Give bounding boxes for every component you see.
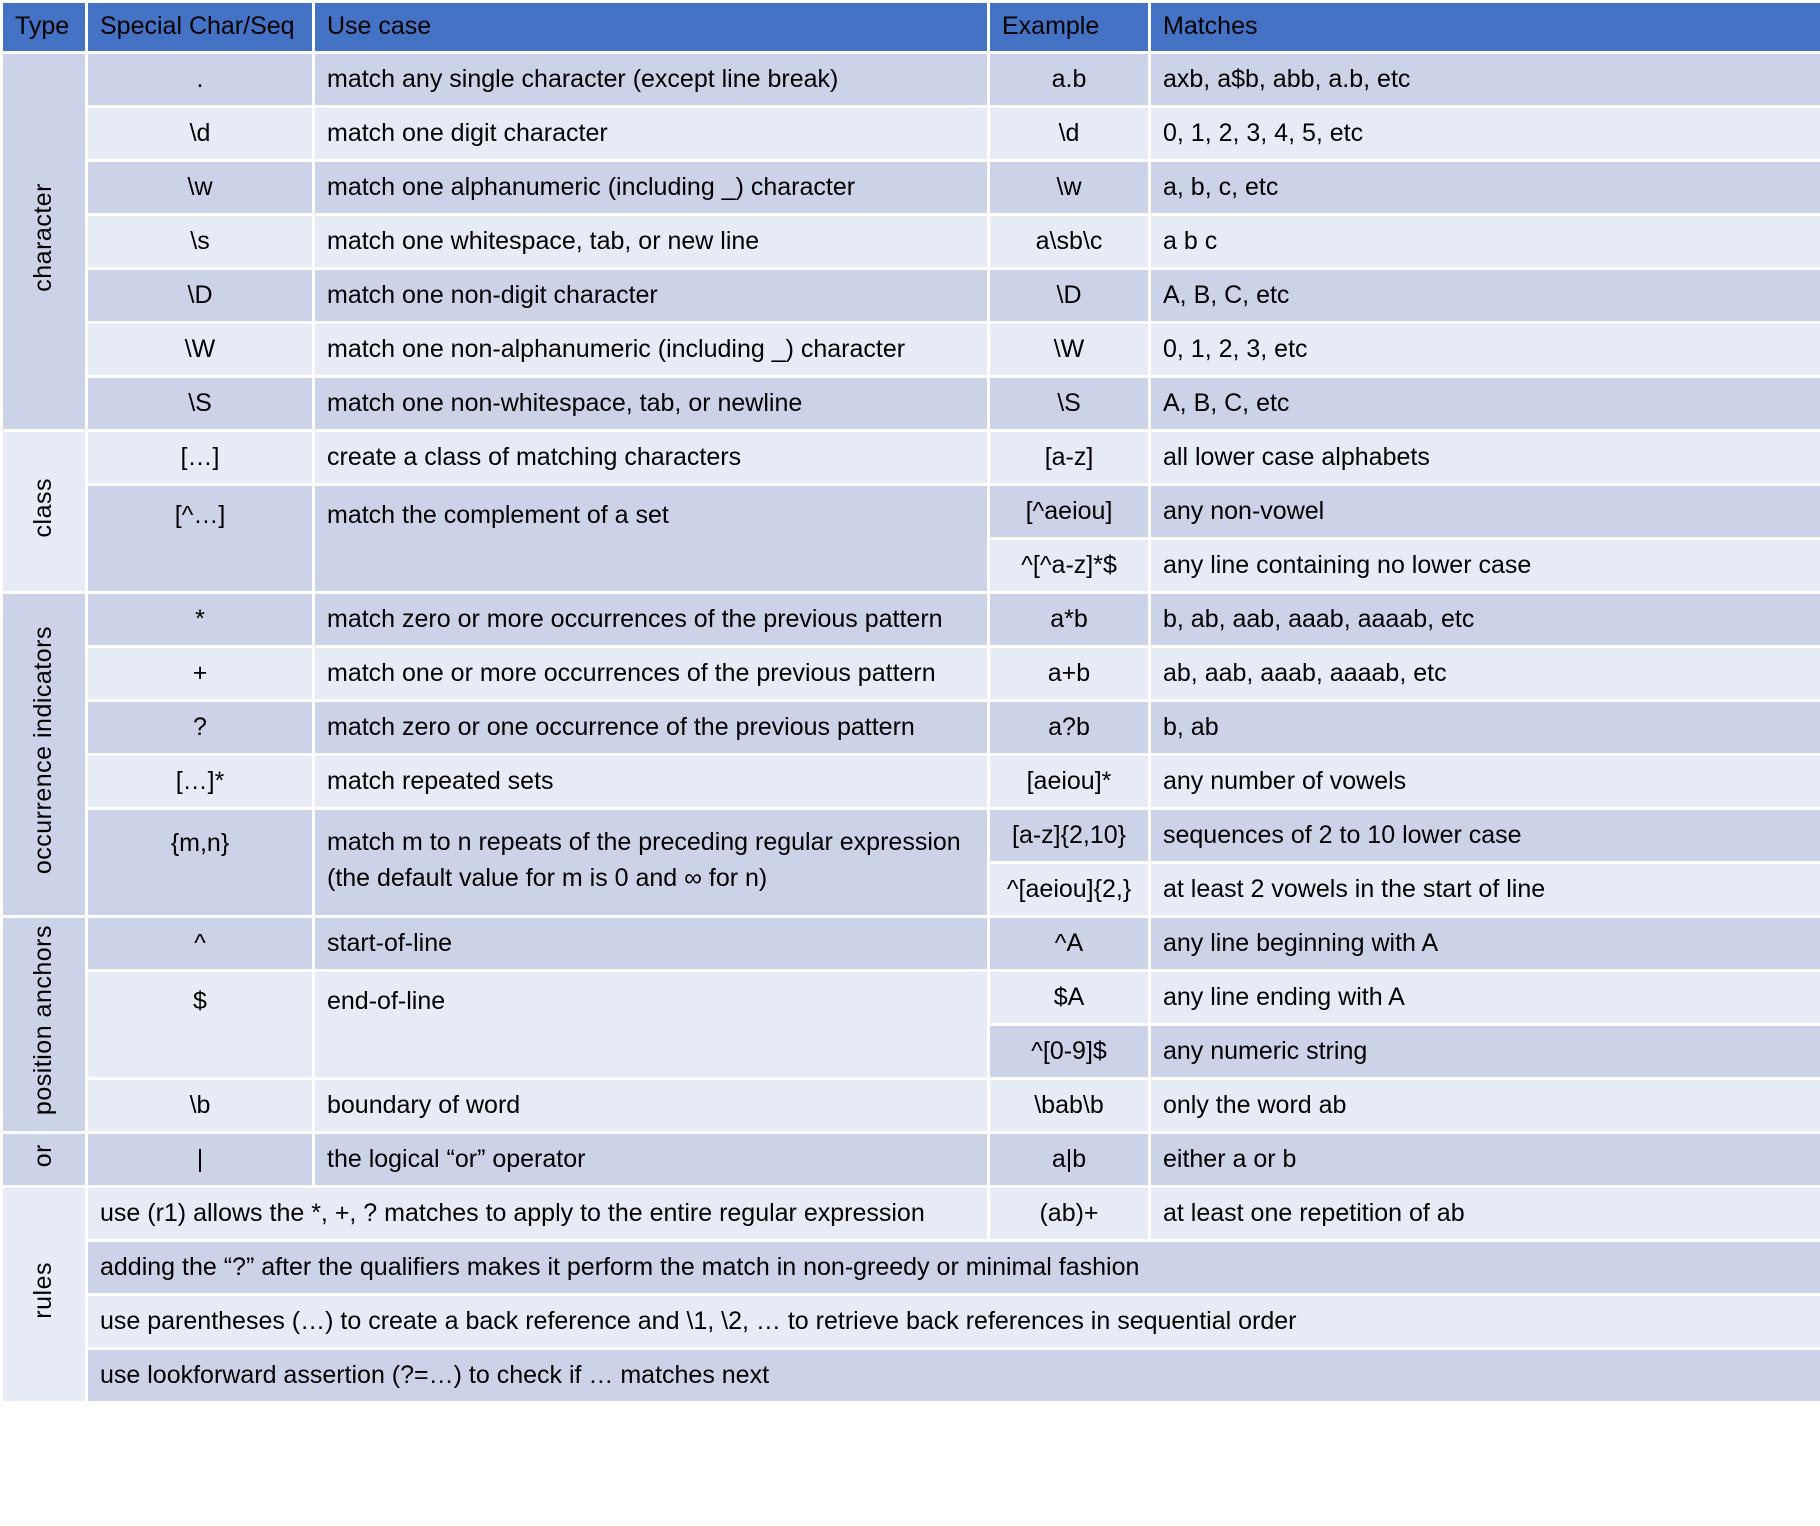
use-case: match one or more occurrences of the previous pattern	[315, 648, 987, 699]
example: \w	[990, 162, 1148, 213]
special-char: .	[88, 54, 312, 105]
matches: axb, a$b, abb, a.b, etc	[1151, 54, 1820, 105]
table-row	[3, 918, 1820, 969]
matches: only the word ab	[1151, 1080, 1820, 1131]
example: ^[aeiou]{2,}	[990, 864, 1148, 915]
table-body	[3, 54, 1820, 1401]
matches: A, B, C, etc	[1151, 270, 1820, 321]
matches: either a or b	[1151, 1134, 1820, 1185]
matches: any line beginning with A	[1151, 918, 1820, 969]
use-case: match zero or more occurrences of the previous pattern	[315, 594, 987, 645]
column-header-example: Example	[990, 3, 1148, 51]
group-type-label: position anchors	[29, 925, 58, 1116]
matches: 0, 1, 2, 3, 4, 5, etc	[1151, 108, 1820, 159]
use-case: match one non-whitespace, tab, or newline	[315, 378, 987, 429]
special-char: \S	[88, 378, 312, 429]
example: ^[0-9]$	[990, 1026, 1148, 1077]
special-char: […]*	[88, 756, 312, 807]
rule-text: adding the “?” after the qualifiers makes it perform the match in non-greedy or minimal fashion	[88, 1242, 1820, 1293]
matches: a b c	[1151, 216, 1820, 267]
matches: any number of vowels	[1151, 756, 1820, 807]
group-type-or	[3, 1134, 85, 1185]
example: \D	[990, 270, 1148, 321]
matches: a, b, c, etc	[1151, 162, 1820, 213]
column-header-matches: Matches	[1151, 3, 1820, 51]
table-row	[3, 1242, 1820, 1293]
special-char: +	[88, 648, 312, 699]
special-char: {m,n}	[88, 810, 312, 915]
special-char: |	[88, 1134, 312, 1185]
group-type-label: rules	[29, 1262, 58, 1319]
table-row	[3, 324, 1820, 375]
example: [a-z]	[990, 432, 1148, 483]
group-type-rules	[3, 1188, 85, 1401]
example: a*b	[990, 594, 1148, 645]
header-row	[3, 3, 1820, 51]
table-row	[3, 54, 1820, 105]
example: \d	[990, 108, 1148, 159]
use-case: match zero or one occurrence of the previous pattern	[315, 702, 987, 753]
example: $A	[990, 972, 1148, 1023]
rule-text: use lookforward assertion (?=…) to check if … matches next	[88, 1350, 1820, 1401]
use-case: match one digit character	[315, 108, 987, 159]
example: a+b	[990, 648, 1148, 699]
table-row	[3, 486, 1820, 537]
matches: any non-vowel	[1151, 486, 1820, 537]
use-case: match m to n repeats of the preceding regular expression (the default value for m is 0 and ∞ for n)	[315, 810, 987, 915]
matches: A, B, C, etc	[1151, 378, 1820, 429]
use-case: match repeated sets	[315, 756, 987, 807]
example: [a-z]{2,10}	[990, 810, 1148, 861]
use-case: match any single character (except line break)	[315, 54, 987, 105]
matches: b, ab	[1151, 702, 1820, 753]
table-row	[3, 270, 1820, 321]
matches: ab, aab, aaab, aaaab, etc	[1151, 648, 1820, 699]
column-header-use-case: Use case	[315, 3, 987, 51]
table-row	[3, 810, 1820, 861]
example: \W	[990, 324, 1148, 375]
special-char: […]	[88, 432, 312, 483]
table-row	[3, 216, 1820, 267]
group-type-position-anchors	[3, 918, 85, 1131]
matches: any numeric string	[1151, 1026, 1820, 1077]
example: [aeiou]*	[990, 756, 1148, 807]
table-row	[3, 1296, 1820, 1347]
example: (ab)+	[990, 1188, 1148, 1239]
table-row	[3, 108, 1820, 159]
table-row	[3, 1134, 1820, 1185]
example: a?b	[990, 702, 1148, 753]
group-type-occurrence-indicators	[3, 594, 85, 915]
table-row	[3, 648, 1820, 699]
group-type-character	[3, 54, 85, 429]
use-case: start-of-line	[315, 918, 987, 969]
special-char: $	[88, 972, 312, 1077]
example: a.b	[990, 54, 1148, 105]
table-row	[3, 594, 1820, 645]
special-char: ^	[88, 918, 312, 969]
use-case: boundary of word	[315, 1080, 987, 1131]
table-row	[3, 378, 1820, 429]
use-case: create a class of matching characters	[315, 432, 987, 483]
table-header	[3, 3, 1820, 51]
table-row	[3, 1080, 1820, 1131]
table-row	[3, 756, 1820, 807]
table-row	[3, 162, 1820, 213]
special-char: \s	[88, 216, 312, 267]
example: a|b	[990, 1134, 1148, 1185]
example: [^aeiou]	[990, 486, 1148, 537]
table-row	[3, 1188, 1820, 1239]
group-type-label: character	[29, 183, 58, 292]
example: \S	[990, 378, 1148, 429]
matches: sequences of 2 to 10 lower case	[1151, 810, 1820, 861]
matches: 0, 1, 2, 3, etc	[1151, 324, 1820, 375]
example: \bab\b	[990, 1080, 1148, 1131]
example: ^[^a-z]*$	[990, 540, 1148, 591]
matches: at least one repetition of ab	[1151, 1188, 1820, 1239]
rule-text: use (r1) allows the *, +, ? matches to apply to the entire regular expression	[88, 1188, 987, 1239]
special-char: \D	[88, 270, 312, 321]
group-type-label: occurrence indicators	[29, 626, 58, 875]
group-type-label: class	[29, 477, 58, 538]
use-case: match one non-digit character	[315, 270, 987, 321]
column-header-type: Type	[3, 3, 85, 51]
matches: all lower case alphabets	[1151, 432, 1820, 483]
special-char: [^…]	[88, 486, 312, 591]
matches: any line ending with A	[1151, 972, 1820, 1023]
use-case: match one whitespace, tab, or new line	[315, 216, 987, 267]
table-row	[3, 702, 1820, 753]
matches: at least 2 vowels in the start of line	[1151, 864, 1820, 915]
table-row	[3, 972, 1820, 1023]
special-char: ?	[88, 702, 312, 753]
group-type-label: or	[29, 1143, 58, 1167]
use-case: end-of-line	[315, 972, 987, 1077]
special-char: \W	[88, 324, 312, 375]
use-case: match one alphanumeric (including _) character	[315, 162, 987, 213]
special-char: \b	[88, 1080, 312, 1131]
rule-text: use parentheses (…) to create a back reference and \1, \2, … to retrieve back references in sequential order	[88, 1296, 1820, 1347]
table-row	[3, 1350, 1820, 1401]
use-case: match the complement of a set	[315, 486, 987, 591]
group-type-class	[3, 432, 85, 591]
example: ^A	[990, 918, 1148, 969]
special-char: \w	[88, 162, 312, 213]
special-char: *	[88, 594, 312, 645]
matches: any line containing no lower case	[1151, 540, 1820, 591]
use-case: match one non-alphanumeric (including _) character	[315, 324, 987, 375]
column-header-special-char: Special Char/Seq	[88, 3, 312, 51]
special-char: \d	[88, 108, 312, 159]
table-row	[3, 432, 1820, 483]
example: a\sb\c	[990, 216, 1148, 267]
matches: b, ab, aab, aaab, aaaab, etc	[1151, 594, 1820, 645]
use-case: the logical “or” operator	[315, 1134, 987, 1185]
